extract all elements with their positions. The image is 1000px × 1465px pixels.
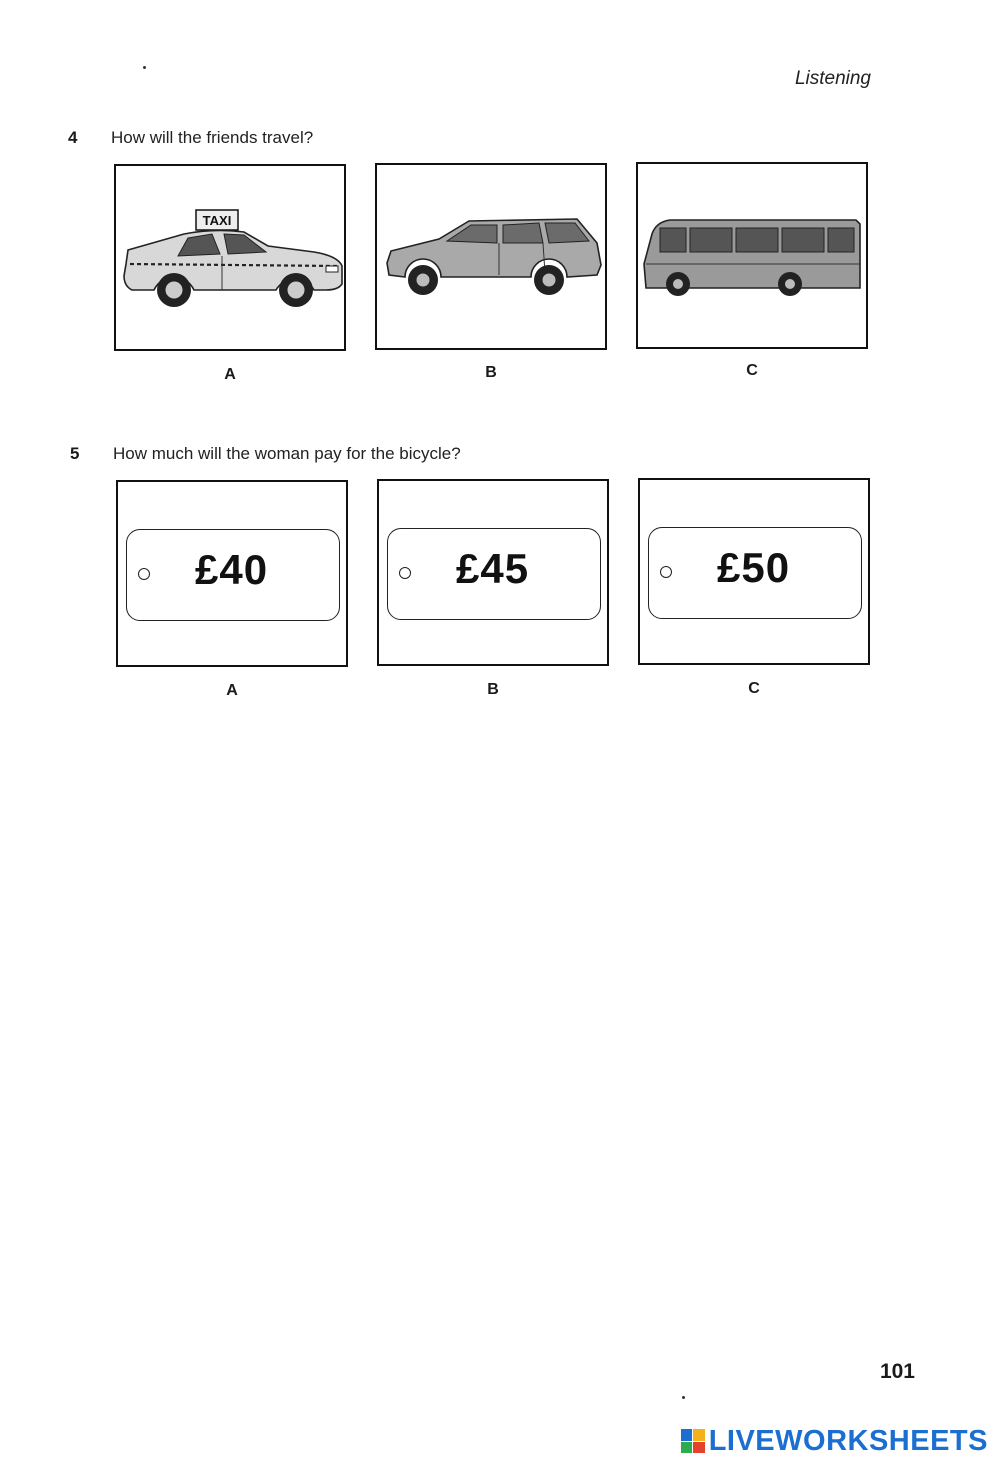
price-label: £45 [456, 545, 530, 592]
question-5-text: How much will the woman pay for the bicycle? [113, 444, 461, 463]
taxi-image [116, 166, 344, 349]
section-label: Listening [794, 68, 871, 89]
option-4b-letter: B [485, 364, 497, 381]
option-4a-frame[interactable] [114, 164, 346, 351]
question-4-number: 4 [68, 128, 78, 147]
option-5a-letter: A [226, 682, 238, 699]
option-5a-frame[interactable] [116, 480, 348, 667]
question-4-text: How will the friends travel? [111, 128, 314, 147]
price-label: £50 [717, 544, 791, 591]
speck [143, 66, 146, 69]
tag-hole-icon [660, 566, 672, 578]
page-number: 101 [879, 1360, 915, 1383]
brand-name: LIVEWORKSHEETS [708, 1424, 988, 1457]
option-5c-frame[interactable] [638, 478, 870, 665]
option-4c-letter: C [746, 362, 758, 379]
price-tag [387, 528, 601, 620]
speck [682, 1396, 685, 1399]
option-5b-letter: B [487, 681, 499, 698]
tag-hole-icon [399, 567, 411, 579]
price-tag [126, 529, 340, 621]
question-5-number: 5 [70, 444, 80, 463]
option-4a-letter: A [224, 366, 236, 383]
option-4b-frame[interactable] [375, 163, 607, 350]
taxi-sign-text: TAXI [202, 213, 232, 228]
liveworksheets-logo-icon [681, 1429, 705, 1453]
estate-car-image [377, 165, 605, 348]
liveworksheets-brand[interactable] [681, 1424, 988, 1458]
price-label: £40 [195, 546, 269, 593]
option-5b-frame[interactable] [377, 479, 609, 666]
option-5c-letter: C [748, 680, 760, 697]
tag-hole-icon [138, 568, 150, 580]
option-4c-frame[interactable] [636, 162, 868, 349]
bus-image [638, 164, 866, 347]
price-tag [648, 527, 862, 619]
